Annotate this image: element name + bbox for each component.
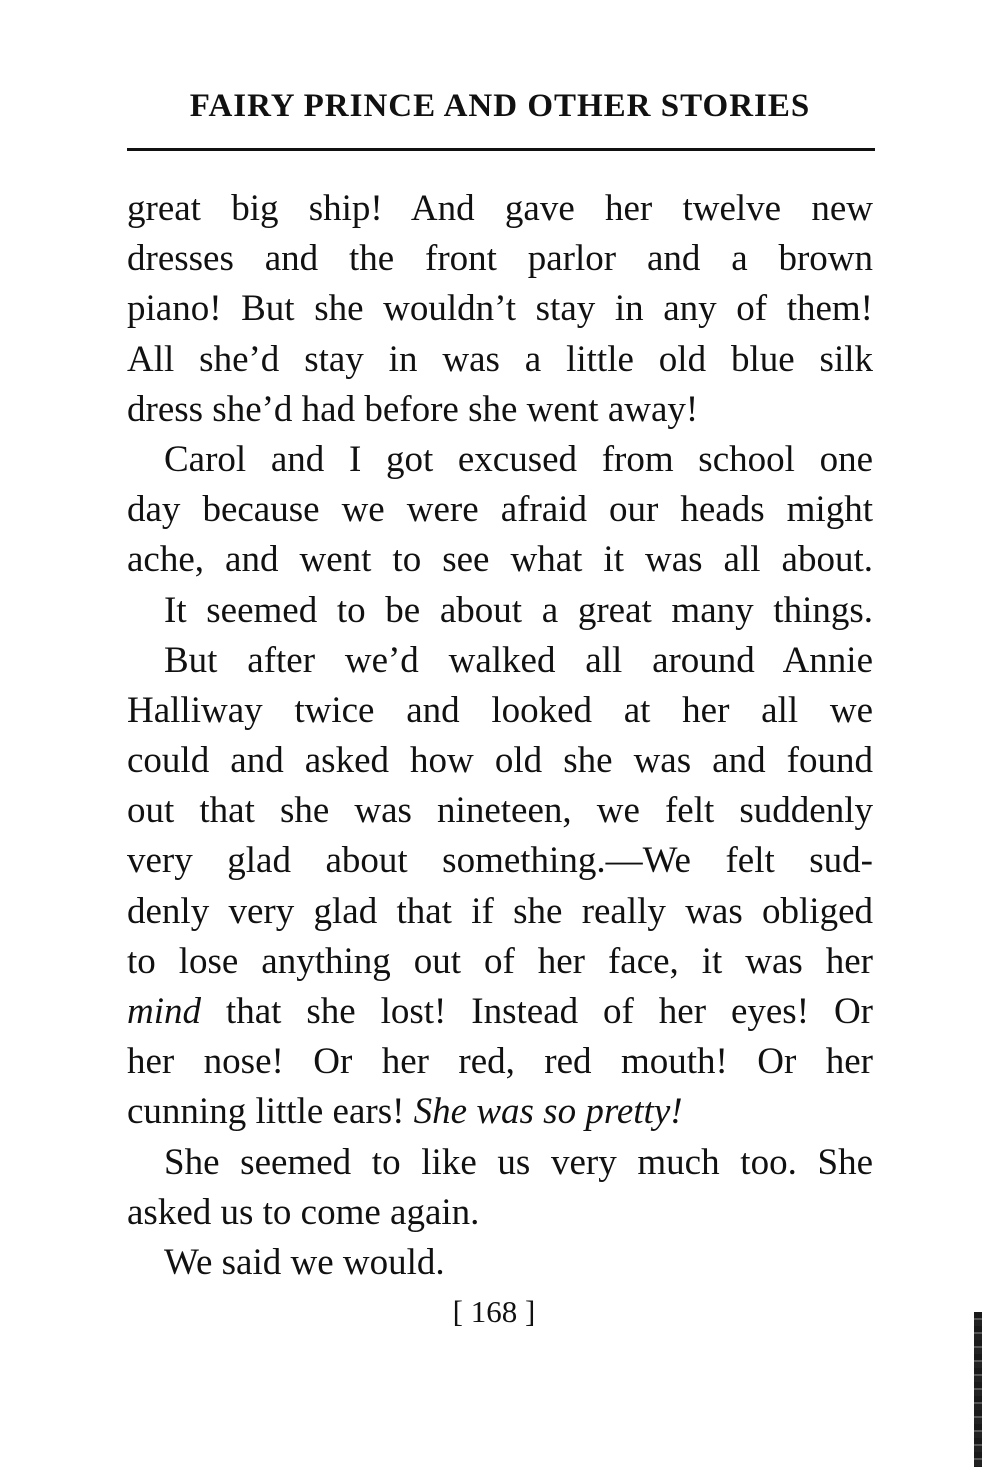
text-fragment: that she lost! Instead of her eyes! Or [201, 991, 873, 1032]
text-line: very glad about something.—We felt sud- [127, 840, 873, 882]
text-line: asked us to come again. [127, 1191, 480, 1233]
italic-word: mind [127, 991, 201, 1032]
page-number: [ 168 ] [452, 1294, 536, 1329]
text-line: Halliway twice and looked at her all we [127, 689, 873, 731]
header-rule [127, 148, 875, 151]
text-line: She seemed to like us very much too. She [164, 1141, 873, 1183]
text-line: great big ship! And gave her twelve new [127, 188, 873, 229]
text-line: piano! But she wouldn’t stay in any of them! [127, 288, 873, 330]
text-line [127, 987, 873, 1037]
text-line: ache, and went to see what it was all about. [127, 539, 873, 581]
text-line: day because we were afraid our heads might [127, 489, 873, 531]
text-line: her nose! Or her red, red mouth! Or her [127, 1041, 873, 1083]
text-line: denly very glad that if she really was obliged [127, 890, 873, 932]
text-line: to lose anything out of her face, it was her [127, 940, 873, 982]
text-line: dress she’d had before she went away! [127, 388, 699, 430]
text-line: could and asked how old she was and found [127, 740, 873, 782]
text-line: It seemed to be about a great many things. [164, 589, 873, 631]
body-text [127, 184, 873, 1288]
text-line [127, 1087, 873, 1137]
text-fragment: cunning little ears! [127, 1091, 414, 1133]
text-line: We said we would. [164, 1241, 445, 1283]
text-line: Carol and I got excused from school one [164, 438, 873, 480]
text-line: But after we’d walked all around Annie [164, 639, 873, 681]
scan-edge-mark [974, 1312, 982, 1467]
text-line: out that she was nineteen, we felt suddenly [127, 790, 873, 832]
text-line: dresses and the front parlor and a brown [127, 238, 873, 280]
running-head-title: FAIRY PRINCE AND OTHER STORIES [189, 88, 811, 124]
italic-phrase: She was so pretty! [413, 1091, 683, 1133]
text-line: All she’d stay in was a little old blue silk [127, 338, 873, 380]
